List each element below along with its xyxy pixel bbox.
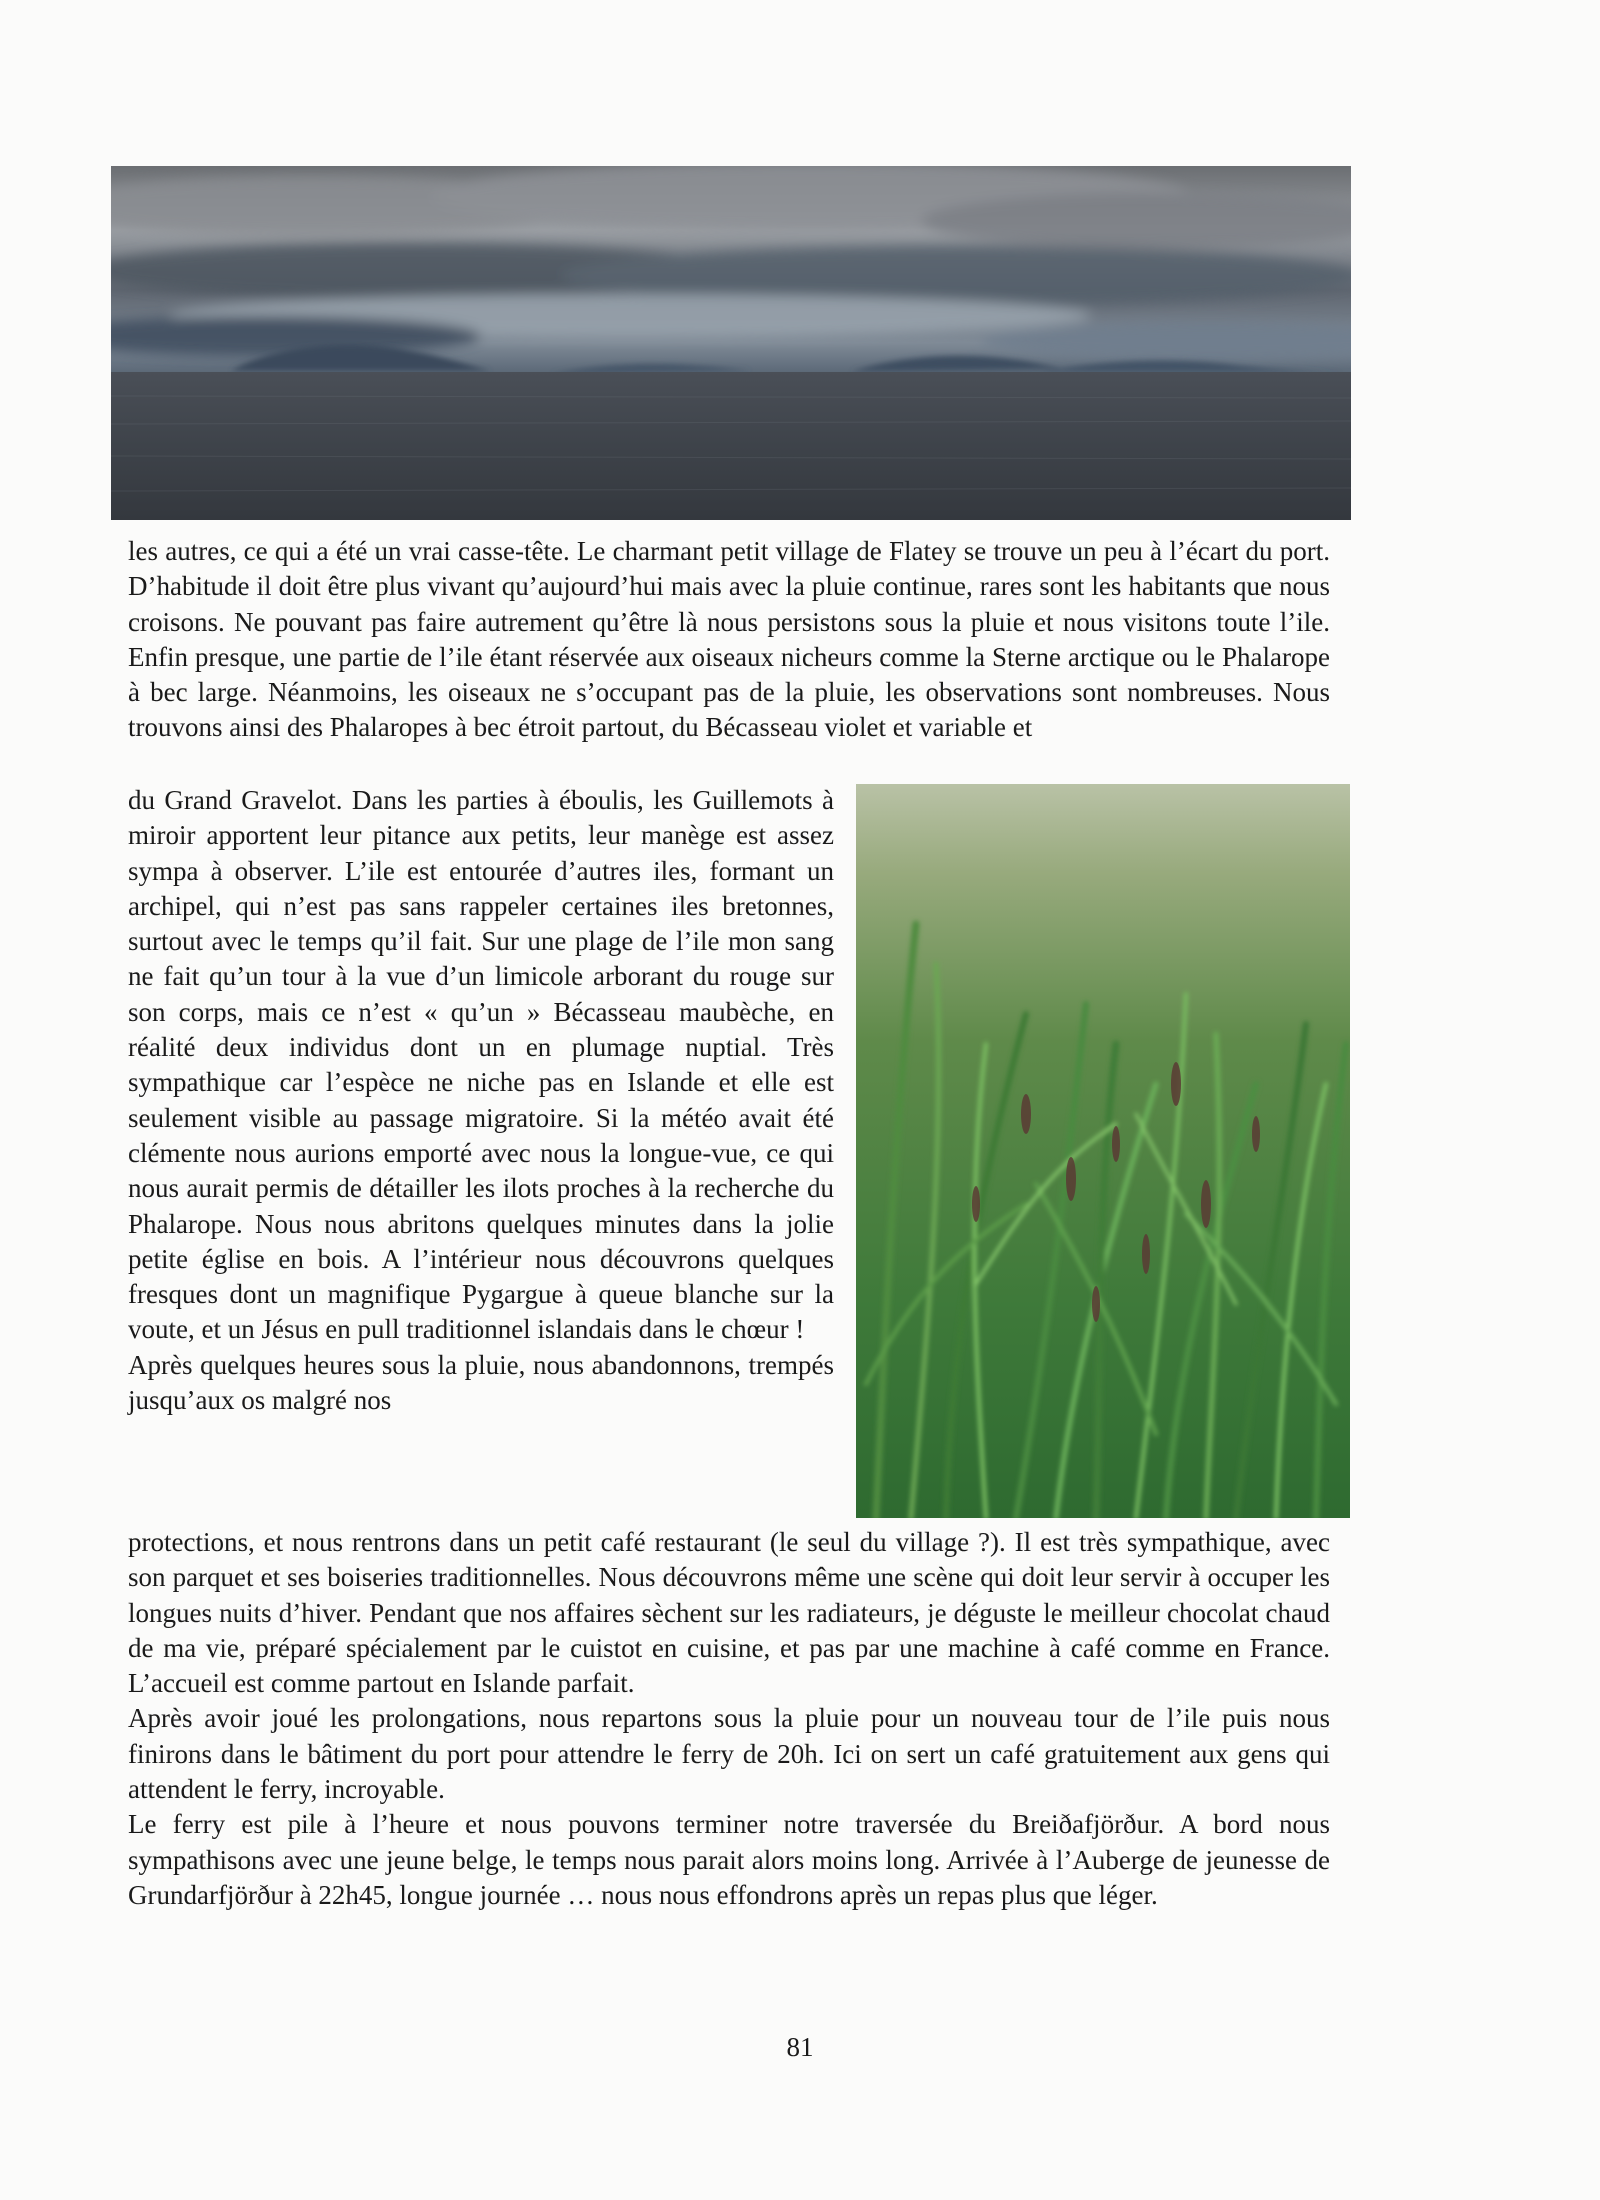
text-paragraph: Après avoir joué les prolongations, nous repartons sous la pluie pour un nouveau tour de l’ile puis nous finirons dans le bâtiment du port pour attendre le ferry de 20h. Ici on sert un café gratuitement aux gens qui attendent le ferry, incroyable. [128,1703,1330,1805]
paragraph-intro [128,534,1330,746]
text-paragraph: les autres, ce qui a été un vrai casse-tête. Le charmant petit village de Flatey se trouve un peu à l’écart du port. D’habitude il doit être plus vivant qu’aujourd’hui mais avec la pluie continue, rares sont les habitants que nous croisons. Ne pouvant pas faire autrement qu’être là nous persistons sous la pluie et nous visitons toute l’ile. Enfin presque, une partie de l’ile étant réservée aux oiseaux nicheurs comme la Sterne arctique ou le Phalarope à bec large. Néanmoins, les oiseaux ne s’occupant pas de la pluie, les observations sont nombreuses. Nous trouvons ainsi des Phalaropes à bec étroit partout, du Bécasseau violet et variable et [128,536,1330,743]
paragraph-wrapped-column [128,783,834,1418]
text-paragraph: Le ferry est pile à l’heure et nous pouvons terminer notre traversée du Breiðafjörður. A bord nous sympathisons avec une jeune belge, le temps nous parait alors moins long. Arrivée à l’Auberge de jeunesse de Grundarfjörður à 22h45, longue journée … nous nous effondrons après un repas plus que léger. [128,1809,1330,1910]
paragraph-continuation [128,1525,1330,1913]
text-paragraph: Après quelques heures sous la pluie, nous abandonnons, trempés jusqu’aux os malgré nos [128,1349,834,1416]
text-paragraph: du Grand Gravelot. Dans les parties à éboulis, les Guillemots à miroir apportent leur pitance aux petits, leur manège est assez sympa à observer. L’ile est entourée d’autres iles, formant un archipel, qui n’est pas sans rappeler certaines iles bretonnes, surtout avec le temps qu’il fait. Sur une plage de l’ile mon sang ne fait qu’un tour à la vue d’un limicole arborant du rouge sur son corps, mais ce n’est « qu’un » Bécasseau maubèche, en réalité deux individus dont un en plumage nuptial. Très sympathique car l’espèce ne niche pas en Islande et elle est seulement visible au passage migratoire. Si la météo avait été clémente nous aurions emporté avec nous la longue-vue, ce qui nous aurait permis de détailler les ilots proches à la recherche du Phalarope. Nous nous abritons quelques minutes dans la jolie petite église en bois. A l’intérieur nous découvrons quelques fresques dont un magnifique Pygargue à queue blanche sur la voute, et un Jésus en pull traditionnel islandais dans le chœur ! [128,785,834,1345]
text-paragraph: protections, et nous rentrons dans un petit café restaurant (le seul du village ?). Il est très sympathique, avec son parquet et ses boiseries traditionnelles. Nous découvrons même une scène qui doit leur servir à occuper les longues nuits d’hiver. Pendant que nos affaires sèchent sur les radiateurs, je déguste le meilleur chocolat chaud de ma vie, préparé spécialement par le cuistot en cuisine, et pas par une machine à café comme en France. L’accueil est comme partout en Islande parfait. [128,1527,1330,1699]
seascape-photo [111,166,1351,520]
grass-photo [856,784,1350,1518]
page-number: 81 [786,2032,814,2062]
